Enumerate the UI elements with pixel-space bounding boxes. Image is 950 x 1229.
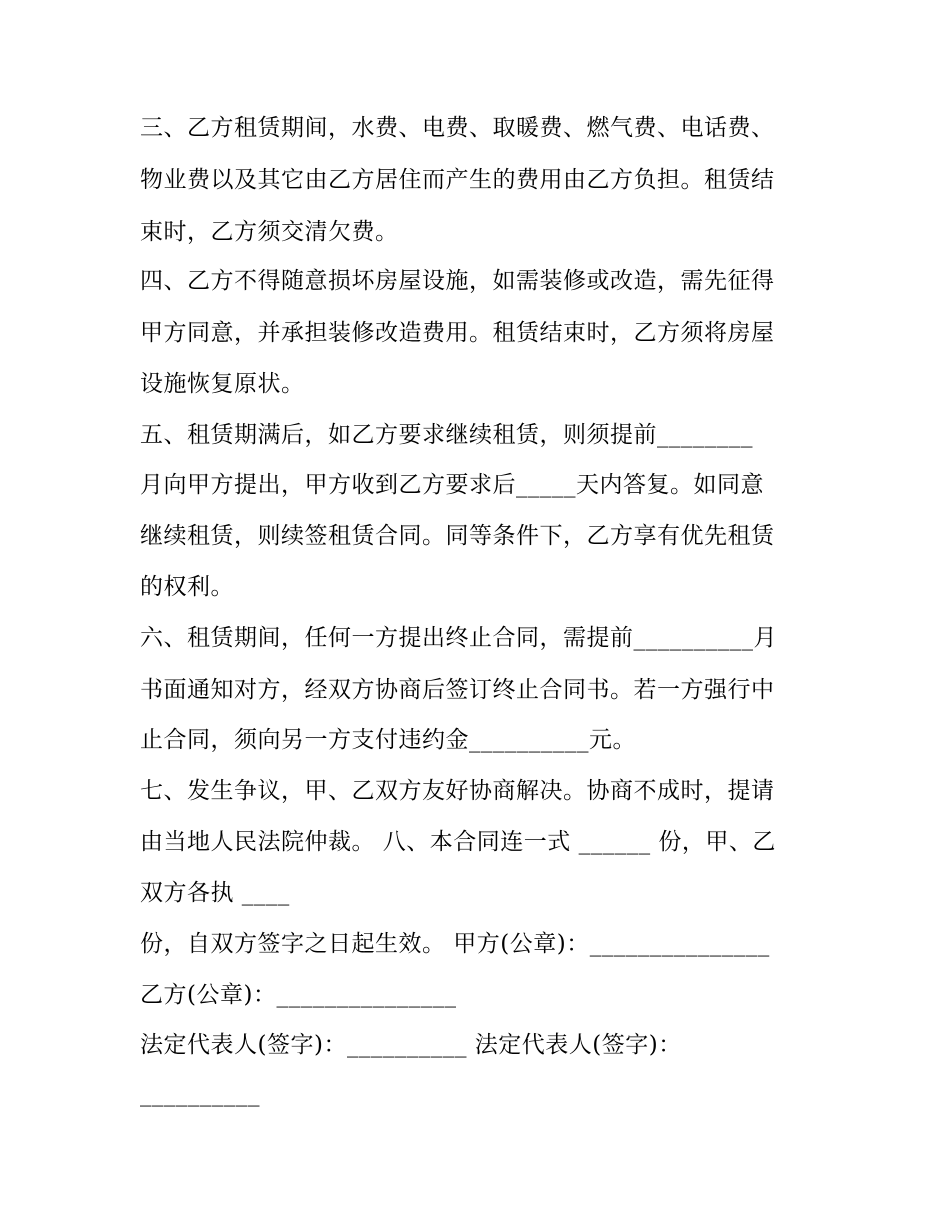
clause-7-line-2: 由当地人民法院仲裁。 八、本合同连一式 ______ 份，甲、乙 [140, 829, 776, 855]
clause-4-line-3: 设施恢复原状。 [140, 371, 305, 397]
clause-4-line-1: 四、乙方不得随意损坏房屋设施，如需装修或改造，需先征得 [140, 268, 775, 294]
clause-3-line-1: 三、乙方租赁期间，水费、电费、取暖费、燃气费、电话费、 [140, 115, 775, 141]
clause-5-line-4: 的权利。 [140, 574, 234, 600]
clause-6-line-2: 书面通知对方，经双方协商后签订终止合同书。若一方强行中 [140, 677, 775, 703]
clause-8-line-1: 双方各执 ____ [140, 880, 290, 906]
clause-3-line-3: 束时，乙方须交清欠费。 [140, 219, 399, 245]
clause-6-line-1: 六、租赁期间，任何一方提出终止合同，需提前__________月 [140, 625, 777, 651]
clause-3-line-2: 物业费以及其它由乙方居住而产生的费用由乙方负担。租赁结 [140, 167, 775, 193]
clause-6-line-3: 止合同，须向另一方支付违约金__________元。 [140, 727, 636, 753]
clause-4-line-2: 甲方同意，并承担装修改造费用。租赁结束时，乙方须将房屋 [140, 320, 775, 346]
legal-rep-signature-blank: __________ [140, 1081, 260, 1107]
clause-7-line-1: 七、发生争议，甲、乙双方友好协商解决。协商不成时，提请 [140, 778, 775, 804]
clause-5-line-3: 继续租赁，则续签租赁合同。同等条件下，乙方享有优先租赁 [140, 523, 775, 549]
party-b-seal-line: 乙方(公章)：_______________ [140, 982, 457, 1008]
clause-5-line-1: 五、租赁期满后，如乙方要求继续租赁，则须提前________ [140, 422, 753, 448]
clause-8-line-2: 份，自双方签字之日起生效。 甲方(公章)：_______________ [140, 931, 770, 957]
legal-rep-signature-line: 法定代表人(签字)：__________ 法定代表人(签字)： [140, 1032, 682, 1058]
clause-5-line-2: 月向甲方提出，甲方收到乙方要求后_____天内答复。如同意 [140, 472, 764, 498]
